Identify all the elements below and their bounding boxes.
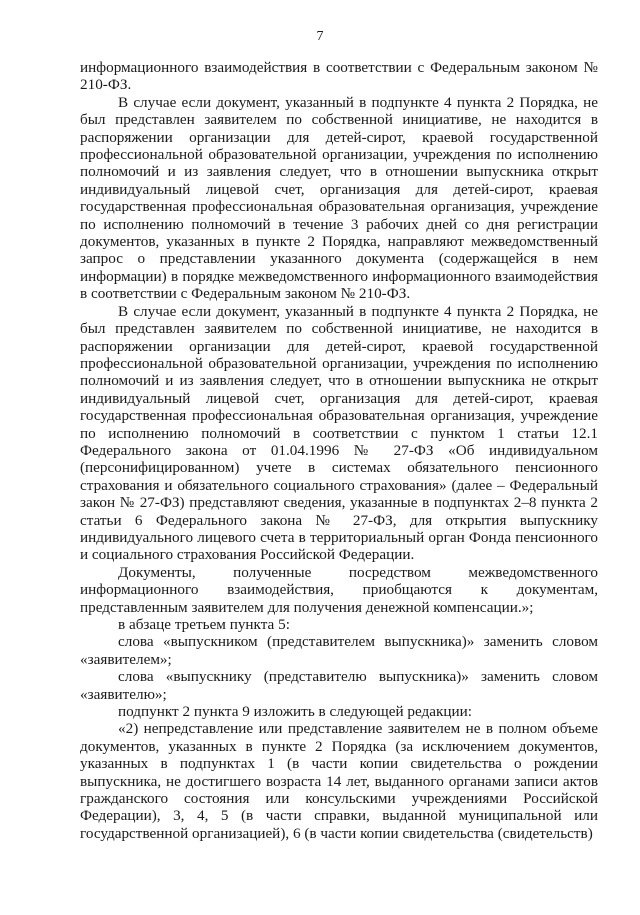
paragraph-9: «2) непредставление или представление заявителем не в полном объеме документов, указанных в пункте 2 Порядка (за исключением документов, указанных в подпунктах 1 (в части копии свидетельства о рождении выпускника, не достигшего возраста 14 лет, выданного органами записи актов гражданского состояния или консульскими учреждениями Российской Федерации), 3, 4, 5 (в части справки, выданной муниципальной или государственной организацией), 6 (в части копии свидетельства (свидетельств) (80, 720, 598, 842)
document-body (80, 59, 598, 842)
paragraph-8: подпункт 2 пункта 9 изложить в следующей редакции: (118, 703, 472, 721)
paragraph-6: слова «выпускником (представителем выпускника)» заменить словом «заявителем»; (80, 633, 598, 668)
paragraph-1: информационного взаимодействия в соответствии с Федеральным законом № 210-ФЗ. (80, 59, 598, 94)
paragraph-3: В случае если документ, указанный в подпункте 4 пункта 2 Порядка, не был представлен заявителем по собственной инициативе, не находится в распоряжении организации для детей-сирот, краевой государственной профессиональной образовательной организации, учреждения по исполнению полномочий и из заявления следует, что в отношении выпускника не открыт индивидуальный лицевой счет, организация для детей-сирот, краевая государственная профессиональная образовательная организация, учреждение по исполнению полномочий в соответствии с пунктом 1 статьи 12.1 Федерального закона от 01.04.1996 № 27-ФЗ «Об индивидуальном (персонифицированном) учете в системах обязательного пенсионного страхования и обязательного социального страхования» (далее – Федеральный закон № 27-ФЗ) представляют сведения, указанные в подпунктах 2–8 пункта 2 статьи 6 Федерального закона № 27-ФЗ, для открытия выпускнику индивидуального лицевого счета в территориальный орган Фонда пенсионного и социального страхования Российской Федерации. (80, 302, 598, 564)
paragraph-4: Документы, полученные посредством межведомственного информационного взаимодействия, приобщаются к документам, представленным заявителем для получения денежной компенсации.»; (80, 563, 598, 616)
page-number: 7 (316, 29, 324, 44)
paragraph-2: В случае если документ, указанный в подпункте 4 пункта 2 Порядка, не был представлен заявителем по собственной инициативе, не находится в распоряжении организации для детей-сирот, краевой государственной профессиональной образовательной организации, учреждения по исполнению полномочий и из заявления следует, что в отношении выпускника открыт индивидуальный лицевой счет, организация для детей-сирот, краевая государственная профессиональная образовательная организация, учреждение по исполнению полномочий в течение 3 рабочих дней со дня регистрации документов, указанных в пункте 2 Порядка, направляют межведомственный запрос о представлении указанного документа (содержащейся в нем информации) в порядке межведомственного информационного взаимодействия в соответствии с Федеральным законом № 210-ФЗ. (80, 93, 598, 303)
paragraph-7: слова «выпускнику (представителю выпускника)» заменить словом «заявителю»; (80, 668, 598, 703)
paragraph-5: в абзаце третьем пункта 5: (118, 616, 290, 633)
